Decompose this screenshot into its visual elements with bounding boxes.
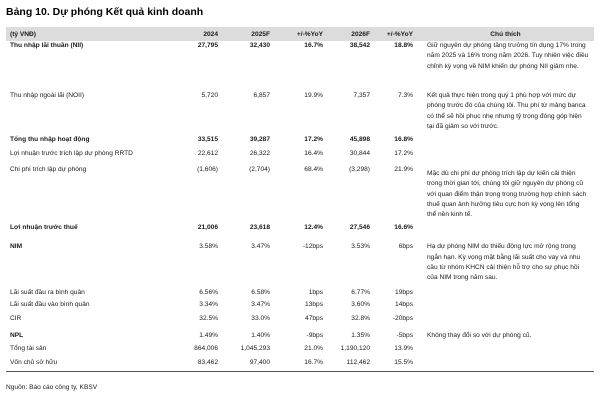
yoy-2026: 7.3% (397, 92, 413, 99)
value-2024: 6.56% (199, 288, 218, 296)
value-2025f: 3.47% (251, 243, 270, 251)
value-2026f: 3.60% (351, 300, 370, 308)
value-2026f: 112,462 (327, 358, 374, 372)
value-2025f: 6.58% (251, 288, 270, 296)
yoy-2025: 16.4% (304, 150, 323, 157)
value-2026f: 30,844 (349, 150, 370, 157)
row-label: Tổng tài sản (10, 344, 47, 352)
row-note (417, 135, 594, 149)
row-label: Thu nhập ngoài lãi (NOII) (10, 92, 85, 99)
value-2026f: 45,898 (349, 136, 370, 143)
value-2024: 33,515 (197, 136, 218, 143)
table-row (6, 300, 594, 314)
value-2024: 3.34% (199, 300, 218, 308)
value-2025f: 26,322 (249, 150, 270, 157)
yoy-2025: -9bps (306, 331, 323, 339)
value-2026f: 32.8% (351, 314, 370, 322)
yoy-2026: 16.8% (394, 136, 413, 143)
header-yoy-2026: +/-%YoY (374, 27, 417, 41)
row-note: Không thay đổi so với dự phóng cũ. (427, 331, 532, 339)
yoy-2026: 21.9% (394, 166, 413, 173)
row-label: Vốn chủ sở hữu (6, 358, 172, 372)
yoy-2025: 47bps (305, 314, 323, 322)
value-2025f: 1,045,293 (240, 344, 270, 352)
value-2025f: 39,287 (249, 136, 270, 143)
yoy-2026: -5bps (396, 331, 413, 339)
header-2024: 2024 (172, 27, 222, 41)
yoy-2026: 15.5% (374, 358, 417, 372)
row-label: Lợi nhuận trước thuế (10, 224, 78, 232)
yoy-2025: 21.0% (304, 344, 323, 352)
row-note (417, 300, 594, 314)
value-2024: 1.49% (199, 331, 218, 339)
value-2026f: 3.53% (351, 243, 370, 251)
yoy-2026: 17.2% (394, 150, 413, 157)
table-row (6, 314, 594, 328)
row-label: NIM (10, 243, 23, 251)
yoy-2026: 19bps (395, 288, 413, 296)
yoy-2026: 18.8% (394, 42, 413, 49)
row-note (417, 220, 594, 240)
value-2025f: 3.47% (251, 300, 270, 308)
row-label: CIR (10, 314, 22, 322)
row-note: Giữ nguyên dự phóng tăng trưởng tín dụng 17% trong năm 2025 và 16% trong năm 2026. Tuy nhiên việc điều chỉnh kỳ vọng về NIM khiến dự phóng NII giảm nhẹ. (427, 42, 589, 70)
table-row (6, 240, 594, 283)
source-note: Nguồn: Báo cáo công ty, KBSV (6, 384, 98, 391)
value-2025f: 33.0% (251, 314, 270, 322)
header-note: Chú thích (417, 27, 594, 41)
header-2025f: 2025F (222, 27, 274, 41)
yoy-2025: 17.2% (304, 136, 323, 143)
yoy-2025: 16.7% (304, 42, 323, 49)
yoy-2025: 1bps (308, 288, 323, 296)
row-note (417, 344, 594, 358)
value-2024: 21,006 (197, 224, 218, 232)
row-note (417, 314, 594, 328)
row-note: Mặc dù chi phí dự phòng trích lập dự kiến cải thiện trong thời gian tới, chúng tôi giữ nguyên dự phóng cũ với quan điểm thận trọng trong trường hợp chính sách thuế quan ảnh hưởng tiêu cực hơn kỳ vọng lên tổng thể nền kinh tế. (427, 170, 587, 219)
value-2025f: 23,618 (249, 224, 270, 232)
yoy-2025: -12bps (302, 243, 323, 251)
table-row (6, 358, 594, 372)
value-2026f: 6.77% (351, 288, 370, 296)
yoy-2026: 14bps (395, 300, 413, 308)
row-note (417, 284, 594, 300)
table-title: Bảng 10. Dự phóng Kết quả kinh doanh (6, 6, 204, 18)
row-label: Lợi nhuận trước trích lập dự phòng RRTD (10, 150, 133, 157)
row-note (417, 358, 594, 372)
header-2026f: 2026F (327, 27, 374, 41)
value-2025f: 32,430 (249, 42, 270, 49)
yoy-2026: 16.6% (394, 224, 413, 232)
value-2026f: 1.35% (351, 331, 370, 339)
table-row (6, 328, 594, 344)
value-2026f: (3,298) (349, 166, 370, 173)
value-2024: (1,606) (197, 166, 218, 173)
row-note: Kết quả thực hiện trong quý 1 phù hợp với mức dự phóng trước đó của chúng tôi. Thu phí từ mảng banca có thể sẽ hồi phục nhẹ nhưng tỷ trọng đóng góp hiện tại đã giảm so với trước. (427, 92, 586, 130)
header-unit: (tỷ VNĐ) (6, 27, 172, 41)
yoy-2025: 13bps (305, 300, 323, 308)
row-label: Tổng thu nhập hoạt động (10, 136, 90, 143)
table-row (6, 220, 594, 240)
value-2026f: 27,546 (349, 224, 370, 232)
value-2024: 864,006 (194, 344, 218, 352)
header-row (6, 27, 594, 41)
value-2026f: 38,542 (349, 42, 370, 49)
value-2026f: 7,357 (353, 92, 370, 99)
yoy-2026: 13.9% (394, 344, 413, 352)
table-row (6, 135, 594, 149)
row-note (417, 149, 594, 163)
table-row (6, 344, 594, 358)
row-label: Lãi suất đầu ra bình quân (10, 288, 85, 296)
value-2024: 27,795 (197, 42, 218, 49)
row-label: Lãi suất đầu vào bình quân (10, 300, 90, 308)
value-2025f: 1.40% (251, 331, 270, 339)
row-note: Hạ dự phóng NIM do thiếu động lực mở rộng trong ngắn hạn. Kỳ vọng mặt bằng lãi suất cho vay và nhu cầu từ nhóm KHCN cải thiện hỗ trợ cho sự phục hồi của NIM trong năm sau. (427, 243, 581, 282)
yoy-2025: 12.4% (304, 224, 323, 232)
forecast-table (6, 27, 594, 372)
table-row (6, 83, 594, 135)
value-2025f: 6,857 (253, 92, 270, 99)
table-row (6, 163, 594, 220)
value-2025f: (2,704) (249, 166, 270, 173)
value-2024: 3.58% (199, 243, 218, 251)
row-label: NPL (10, 331, 24, 339)
yoy-2025: 68.4% (304, 166, 323, 173)
value-2026f: 1,190,120 (340, 344, 370, 352)
table-row (6, 41, 594, 83)
value-2024: 5,720 (201, 92, 218, 99)
row-label: Thu nhập lãi thuần (NII) (10, 42, 84, 49)
table-row (6, 149, 594, 163)
value-2024: 22,612 (197, 150, 218, 157)
header-yoy-2025: +/-%YoY (274, 27, 327, 41)
yoy-2025: 16.7% (274, 358, 327, 372)
table-row (6, 284, 594, 300)
value-2024: 32.5% (199, 314, 218, 322)
value-2025f: 97,400 (222, 358, 274, 372)
yoy-2025: 19.9% (304, 92, 323, 99)
value-2024: 83,462 (172, 358, 222, 372)
yoy-2026: -20bps (392, 314, 413, 322)
yoy-2026: 6bps (398, 243, 413, 251)
row-label: Chi phí trích lập dự phòng (10, 166, 87, 173)
